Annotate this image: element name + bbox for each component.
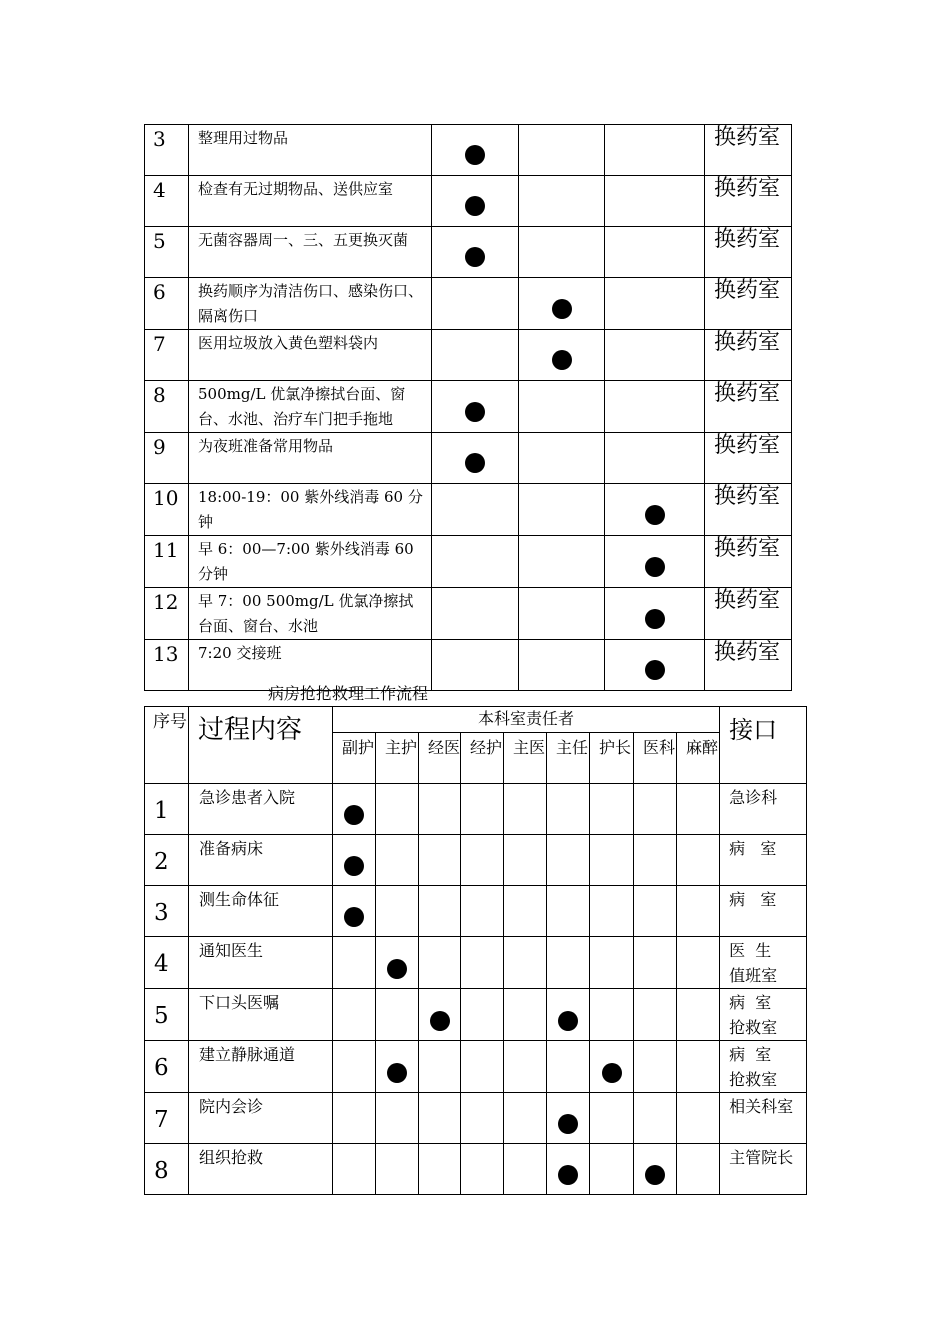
responsibility-cell (677, 989, 720, 1041)
table-row (145, 640, 792, 691)
responsibility-cell (590, 1093, 634, 1144)
responsibility-cell (677, 784, 720, 835)
table-row (145, 536, 792, 588)
responsibility-cell (419, 1041, 461, 1093)
table-row (145, 484, 792, 536)
rescue-workflow-caption: 病房抢抢救理工作流程 (268, 684, 429, 703)
row-number: 3 (145, 886, 189, 937)
row-content: 急诊患者入院 (189, 784, 333, 835)
responsibility-cell (677, 886, 720, 937)
responsibility-dot (602, 1063, 622, 1083)
header-responsible-group: 本科室责任者 (333, 707, 720, 733)
responsibility-dot (645, 660, 665, 680)
responsibility-cell (432, 381, 519, 433)
responsibility-cell (333, 937, 376, 989)
row-content: 为夜班准备常用物品 (189, 433, 432, 484)
table-row (145, 330, 792, 381)
rescue-workflow-table (144, 706, 807, 1195)
row-content: 医用垃圾放入黄色塑料袋内 (189, 330, 432, 381)
responsibility-cell (547, 1093, 590, 1144)
responsibility-cell (333, 989, 376, 1041)
responsibility-dot (344, 805, 364, 825)
responsibility-cell (504, 835, 547, 886)
responsibility-cell (590, 886, 634, 937)
table-row (145, 588, 792, 640)
responsibility-cell (605, 176, 705, 227)
responsibility-cell (519, 227, 605, 278)
responsibility-cell (634, 886, 677, 937)
header-role: 护长 (590, 733, 634, 784)
responsibility-cell (432, 588, 519, 640)
responsibility-cell (419, 1144, 461, 1195)
responsibility-dot (558, 1114, 578, 1134)
row-interface: 医 生 值班室 (720, 937, 807, 989)
responsibility-cell (590, 937, 634, 989)
responsibility-cell (376, 1041, 419, 1093)
row-interface: 病 室 抢救室 (720, 1041, 807, 1093)
responsibility-cell (605, 484, 705, 536)
responsibility-cell (605, 536, 705, 588)
responsibility-cell (432, 484, 519, 536)
responsibility-cell (461, 1041, 504, 1093)
row-content: 通知医生 (189, 937, 333, 989)
row-number: 9 (145, 433, 189, 484)
row-number: 4 (145, 176, 189, 227)
row-number: 3 (145, 125, 189, 176)
row-interface: 换药室 (705, 536, 792, 588)
row-content: 18:00-19：00 紫外线消毒 60 分钟 (189, 484, 432, 536)
row-number: 6 (145, 278, 189, 330)
row-content: 500mg/L 优氯净擦拭台面、窗台、水池、治疗车门把手拖地 (189, 381, 432, 433)
responsibility-cell (504, 1041, 547, 1093)
table-row (145, 1041, 807, 1093)
responsibility-cell (461, 989, 504, 1041)
table-row (145, 937, 807, 989)
responsibility-cell (547, 1144, 590, 1195)
table-row (145, 125, 792, 176)
responsibility-cell (432, 640, 519, 691)
row-number: 12 (145, 588, 189, 640)
row-interface: 换药室 (705, 330, 792, 381)
row-content: 早 7：00 500mg/L 优氯净擦拭台面、窗台、水池 (189, 588, 432, 640)
table-row (145, 176, 792, 227)
row-number: 4 (145, 937, 189, 989)
row-content: 整理用过物品 (189, 125, 432, 176)
responsibility-cell (519, 381, 605, 433)
row-content: 早 6：00—7:00 紫外线消毒 60 分钟 (189, 536, 432, 588)
row-number: 5 (145, 227, 189, 278)
responsibility-cell (504, 937, 547, 989)
responsibility-cell (519, 640, 605, 691)
row-content: 组织抢救 (189, 1144, 333, 1195)
row-content: 无菌容器周一、三、五更换灭菌 (189, 227, 432, 278)
responsibility-cell (376, 784, 419, 835)
responsibility-cell (333, 835, 376, 886)
row-number: 6 (145, 1041, 189, 1093)
responsibility-dot (552, 299, 572, 319)
responsibility-dot (344, 856, 364, 876)
header-role: 经医 (419, 733, 461, 784)
table-row (145, 278, 792, 330)
row-number: 11 (145, 536, 189, 588)
header-role: 经护 (461, 733, 504, 784)
responsibility-cell (419, 886, 461, 937)
responsibility-dot (558, 1165, 578, 1185)
row-content: 准备病床 (189, 835, 333, 886)
row-interface: 病 室 (720, 886, 807, 937)
row-number: 8 (145, 381, 189, 433)
responsibility-dot (465, 453, 485, 473)
row-content: 院内会诊 (189, 1093, 333, 1144)
header-interface: 接口 (720, 707, 807, 784)
table-row (145, 835, 807, 886)
responsibility-cell (376, 835, 419, 886)
responsibility-cell (634, 835, 677, 886)
row-interface: 病 室 (720, 835, 807, 886)
row-interface: 换药室 (705, 176, 792, 227)
responsibility-cell (590, 989, 634, 1041)
responsibility-dot (645, 609, 665, 629)
responsibility-cell (419, 989, 461, 1041)
responsibility-cell (677, 1041, 720, 1093)
responsibility-cell (333, 784, 376, 835)
responsibility-cell (419, 1093, 461, 1144)
responsibility-cell (461, 1144, 504, 1195)
responsibility-cell (547, 835, 590, 886)
row-number: 1 (145, 784, 189, 835)
responsibility-cell (504, 784, 547, 835)
row-interface: 换药室 (705, 433, 792, 484)
header-role: 医科 (634, 733, 677, 784)
responsibility-cell (519, 588, 605, 640)
responsibility-cell (432, 278, 519, 330)
responsibility-cell (461, 886, 504, 937)
responsibility-cell (547, 1041, 590, 1093)
responsibility-cell (333, 1093, 376, 1144)
responsibility-dot (465, 247, 485, 267)
header-role: 麻醉 (677, 733, 720, 784)
responsibility-cell (419, 937, 461, 989)
responsibility-cell (519, 330, 605, 381)
responsibility-cell (519, 176, 605, 227)
responsibility-cell (634, 1041, 677, 1093)
header-process: 过程内容 (189, 707, 333, 784)
row-interface: 换药室 (705, 588, 792, 640)
responsibility-cell (432, 227, 519, 278)
row-interface: 病 室 抢救室 (720, 989, 807, 1041)
responsibility-dot (645, 505, 665, 525)
row-interface: 急诊科 (720, 784, 807, 835)
responsibility-dot (465, 196, 485, 216)
table-row (145, 1093, 807, 1144)
responsibility-cell (519, 433, 605, 484)
row-interface: 换药室 (705, 640, 792, 691)
cleaning-procedure-table (144, 124, 792, 691)
row-interface: 换药室 (705, 125, 792, 176)
responsibility-dot (465, 402, 485, 422)
responsibility-cell (376, 1093, 419, 1144)
responsibility-dot (552, 350, 572, 370)
responsibility-cell (376, 989, 419, 1041)
responsibility-cell (547, 937, 590, 989)
responsibility-cell (333, 1144, 376, 1195)
responsibility-cell (605, 433, 705, 484)
header-role: 主护 (376, 733, 419, 784)
responsibility-cell (504, 886, 547, 937)
header-seq: 序号 (145, 707, 189, 784)
responsibility-cell (333, 886, 376, 937)
responsibility-dot (387, 1063, 407, 1083)
row-interface: 换药室 (705, 484, 792, 536)
row-content: 7:20 交接班 (189, 640, 432, 691)
responsibility-cell (634, 989, 677, 1041)
row-content: 换药顺序为清洁伤口、感染伤口、隔离伤口 (189, 278, 432, 330)
table-row (145, 381, 792, 433)
table-row (145, 1144, 807, 1195)
responsibility-cell (677, 1144, 720, 1195)
table-row (145, 886, 807, 937)
responsibility-cell (590, 1144, 634, 1195)
responsibility-cell (461, 835, 504, 886)
row-number: 7 (145, 1093, 189, 1144)
row-number: 2 (145, 835, 189, 886)
responsibility-cell (376, 886, 419, 937)
responsibility-cell (677, 835, 720, 886)
header-role: 主医 (504, 733, 547, 784)
responsibility-cell (432, 330, 519, 381)
responsibility-cell (419, 784, 461, 835)
responsibility-cell (605, 227, 705, 278)
responsibility-cell (547, 784, 590, 835)
responsibility-cell (634, 784, 677, 835)
responsibility-dot (645, 557, 665, 577)
responsibility-cell (677, 1093, 720, 1144)
responsibility-cell (590, 835, 634, 886)
responsibility-cell (634, 1144, 677, 1195)
responsibility-cell (547, 989, 590, 1041)
table-row (145, 227, 792, 278)
row-interface: 相关科室 (720, 1093, 807, 1144)
table-row (145, 784, 807, 835)
row-content: 测生命体征 (189, 886, 333, 937)
row-content: 建立静脉通道 (189, 1041, 333, 1093)
responsibility-cell (605, 125, 705, 176)
row-content: 检查有无过期物品、送供应室 (189, 176, 432, 227)
responsibility-cell (605, 381, 705, 433)
responsibility-cell (590, 784, 634, 835)
responsibility-cell (504, 989, 547, 1041)
responsibility-cell (461, 937, 504, 989)
header-role: 副护 (333, 733, 376, 784)
responsibility-cell (461, 1093, 504, 1144)
row-number: 5 (145, 989, 189, 1041)
responsibility-dot (430, 1011, 450, 1031)
row-interface: 主管院长 (720, 1144, 807, 1195)
responsibility-dot (387, 959, 407, 979)
responsibility-cell (419, 835, 461, 886)
responsibility-dot (344, 907, 364, 927)
responsibility-cell (634, 1093, 677, 1144)
row-number: 13 (145, 640, 189, 691)
responsibility-cell (432, 176, 519, 227)
row-interface: 换药室 (705, 381, 792, 433)
responsibility-cell (461, 784, 504, 835)
responsibility-cell (519, 536, 605, 588)
row-number: 10 (145, 484, 189, 536)
responsibility-cell (605, 640, 705, 691)
responsibility-dot (465, 145, 485, 165)
responsibility-cell (376, 1144, 419, 1195)
row-interface: 换药室 (705, 227, 792, 278)
responsibility-cell (605, 330, 705, 381)
responsibility-cell (432, 125, 519, 176)
responsibility-cell (605, 588, 705, 640)
responsibility-cell (605, 278, 705, 330)
responsibility-cell (504, 1144, 547, 1195)
responsibility-cell (432, 433, 519, 484)
responsibility-cell (504, 1093, 547, 1144)
row-number: 7 (145, 330, 189, 381)
responsibility-dot (645, 1165, 665, 1185)
row-number: 8 (145, 1144, 189, 1195)
responsibility-cell (519, 125, 605, 176)
responsibility-cell (376, 937, 419, 989)
responsibility-cell (547, 886, 590, 937)
responsibility-dot (558, 1011, 578, 1031)
responsibility-cell (677, 937, 720, 989)
header-role: 主任 (547, 733, 590, 784)
table-row (145, 433, 792, 484)
responsibility-cell (519, 278, 605, 330)
row-content: 下口头医嘱 (189, 989, 333, 1041)
responsibility-cell (634, 937, 677, 989)
responsibility-cell (519, 484, 605, 536)
table-row (145, 989, 807, 1041)
responsibility-cell (590, 1041, 634, 1093)
row-interface: 换药室 (705, 278, 792, 330)
responsibility-cell (333, 1041, 376, 1093)
responsibility-cell (432, 536, 519, 588)
